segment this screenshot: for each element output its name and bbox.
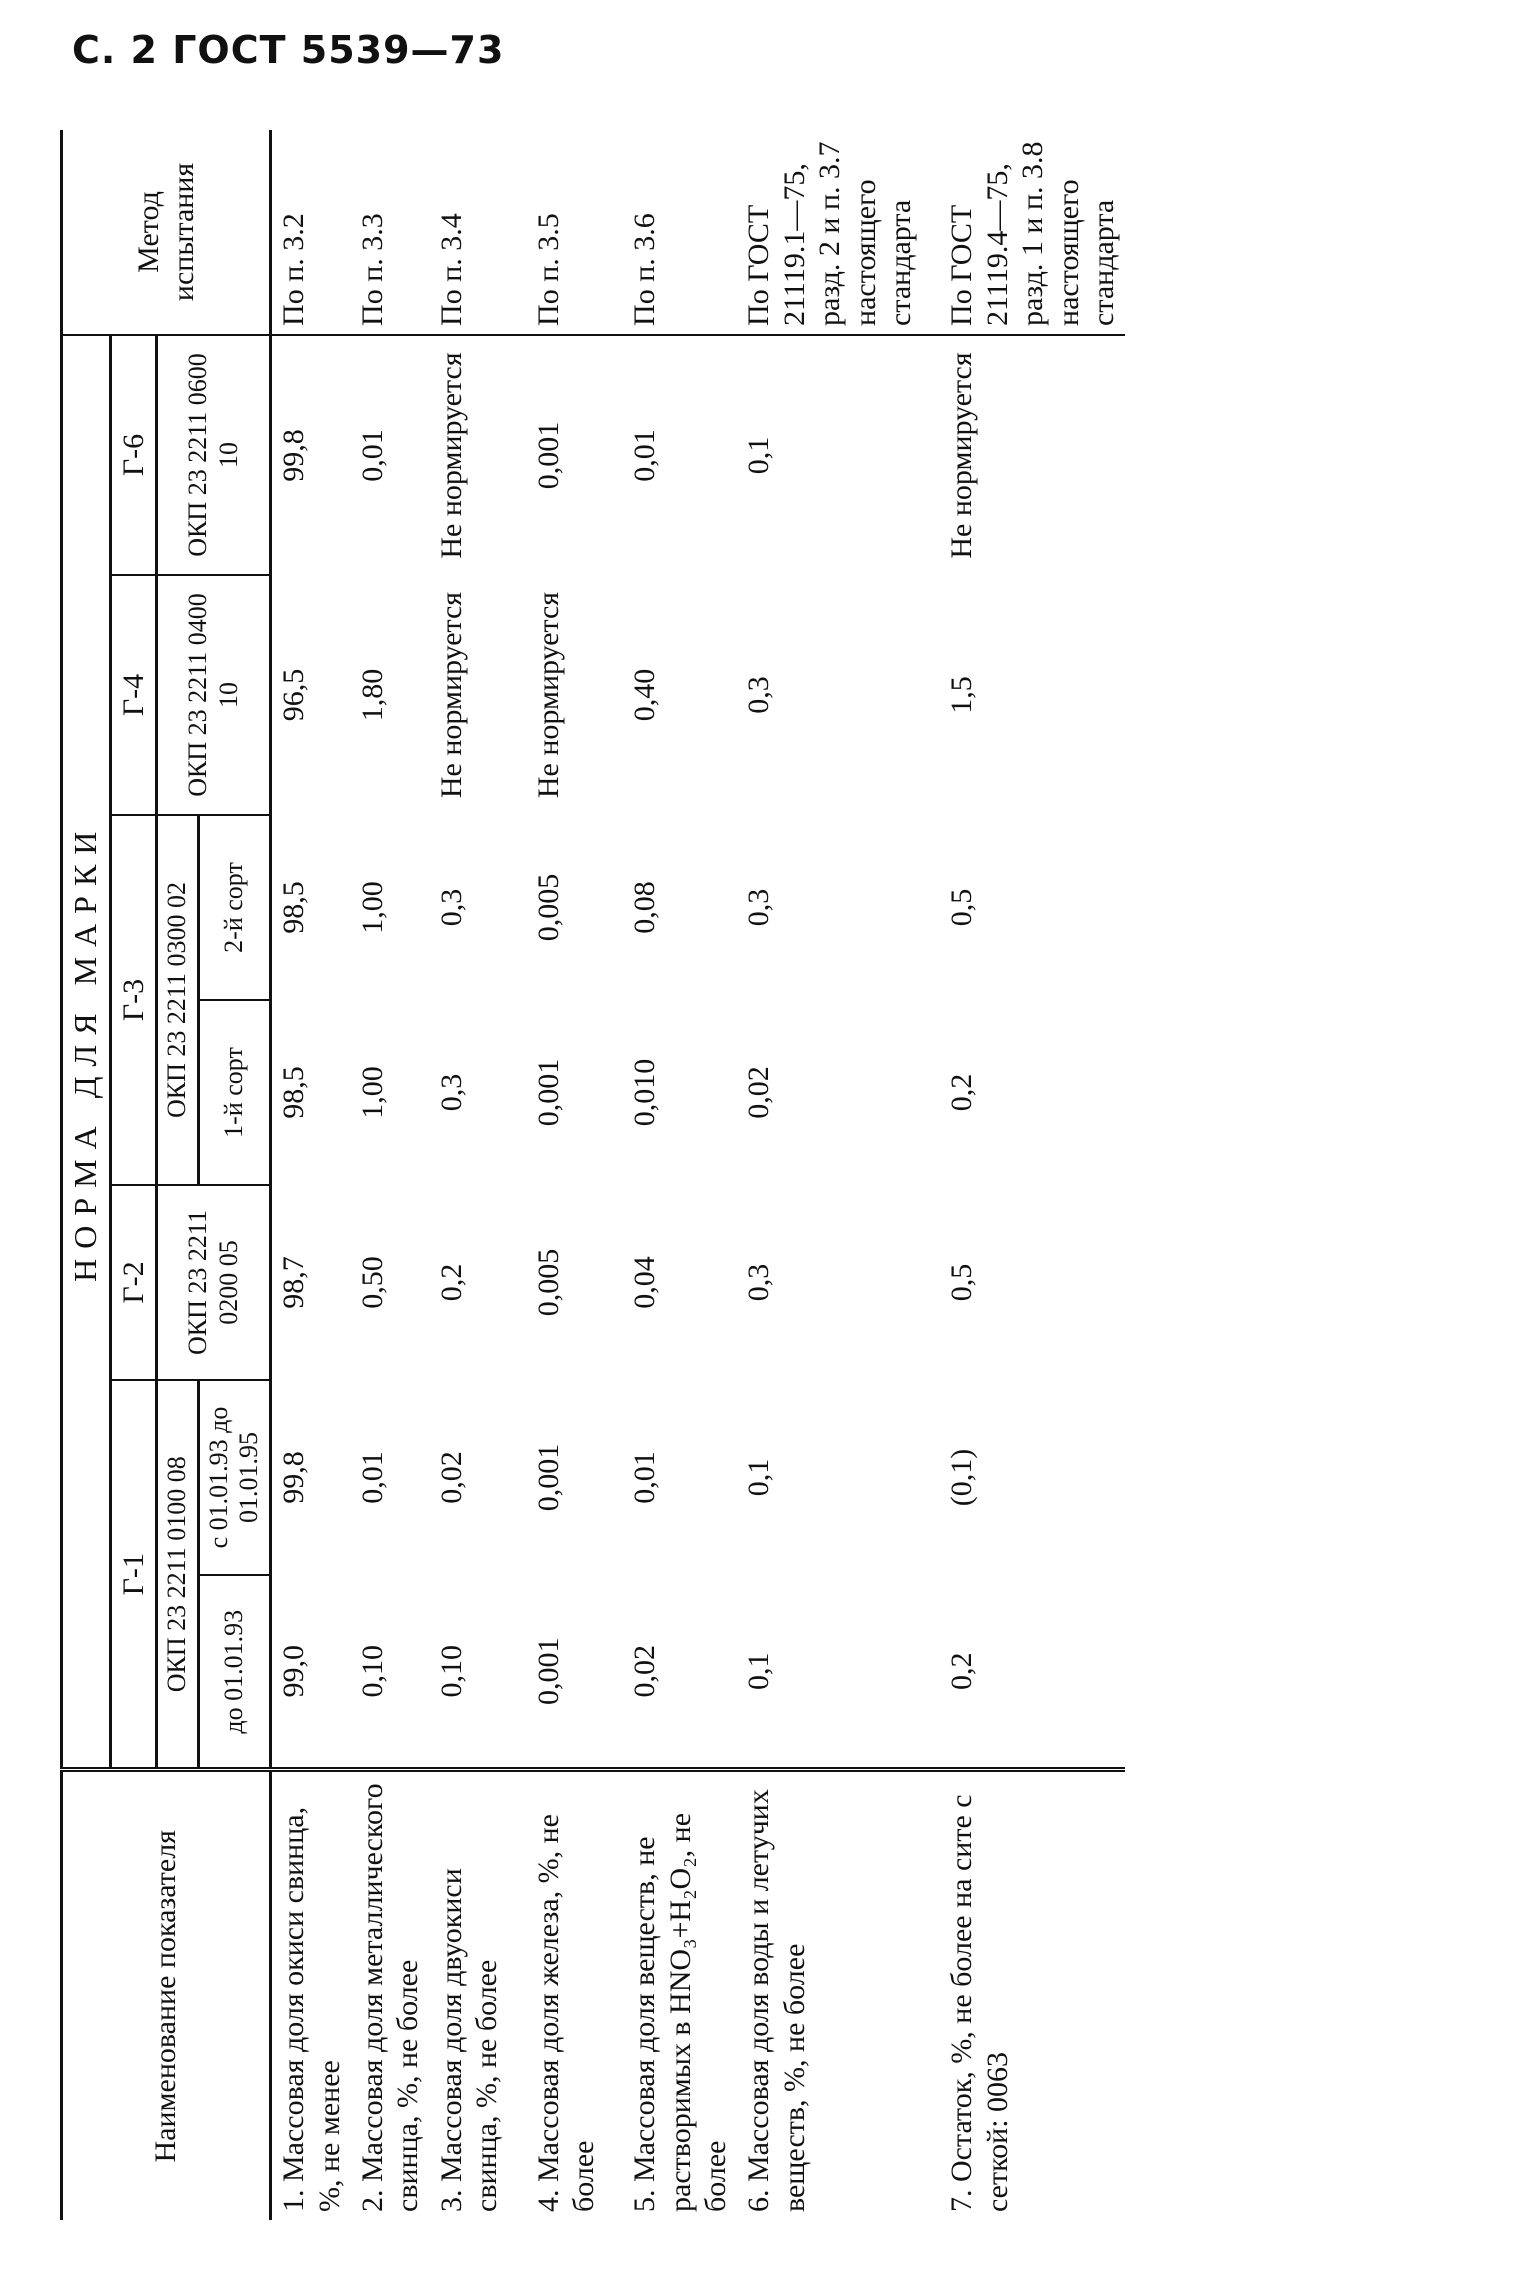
row-name: 7. Остаток, %, не более на сите с сеткой: 0063 (922, 1770, 1125, 2220)
cell: 0,3 (742, 1263, 776, 1302)
cell: 0,10 (355, 1645, 389, 1698)
cell: 1,00 (355, 1066, 389, 1119)
grade-g4-label: Г-4 (110, 575, 156, 815)
grade-g6-label: Г-6 (110, 335, 156, 575)
cell: Не нормируется (945, 352, 979, 559)
method-cell: По п. 3.4 (430, 130, 509, 335)
page-header: С. 2 ГОСТ 5539—73 (72, 28, 505, 72)
cell: 98,5 (277, 881, 311, 934)
cell: 98,5 (277, 1066, 311, 1119)
cell: 1,00 (355, 881, 389, 934)
cell: 0,001 (531, 1443, 565, 1512)
row-name: 3. Массовая доля двуокиси свинца, %, не более (430, 1770, 509, 2220)
cell: 0,40 (628, 668, 662, 722)
row-name: 6. Массовая доля воды и летучих веществ, %, не более (737, 1770, 922, 2220)
table-row (271, 130, 351, 2220)
cell: 0,3 (434, 888, 468, 927)
cell: 99,0 (277, 1645, 311, 1698)
cell: 0,5 (945, 888, 979, 927)
cell: 0,005 (531, 873, 565, 942)
cell: 0,1 (742, 1652, 776, 1690)
cell: 0,2 (434, 1263, 468, 1302)
table-row (430, 130, 509, 2220)
cell: 0,02 (628, 1645, 662, 1698)
cell: 0,2 (945, 1073, 979, 1112)
grade-g1-okp: ОКП 23 2211 0100 08 (157, 1380, 199, 1770)
header-name-column: Наименование показателя (62, 1770, 271, 2220)
grade-g3-sub2: 2-й сорт (198, 815, 270, 1000)
cell: 0,3 (434, 1073, 468, 1112)
cell: Не нормируется (434, 352, 468, 559)
table-row (605, 130, 737, 2220)
grade-g3-okp: ОКП 23 2211 0300 02 (157, 815, 199, 1185)
cell: Не нормируется (531, 591, 565, 799)
cell: 0,001 (531, 1058, 565, 1127)
cell: 0,3 (742, 676, 776, 714)
cell: 0,01 (628, 429, 662, 482)
header-norm: НОРМА ДЛЯ МАРКИ (62, 335, 111, 1770)
cell: 0,1 (742, 1458, 776, 1497)
table-row (922, 130, 1125, 2220)
grade-g3-label: Г-3 (110, 815, 156, 1185)
cell: 98,7 (277, 1256, 311, 1309)
cell: 0,01 (355, 1451, 389, 1504)
grade-g6-okp: ОКП 23 2211 0600 10 (157, 335, 271, 575)
cell: (0,1) (945, 1448, 979, 1507)
table-row (509, 130, 606, 2220)
cell: 99,8 (277, 429, 311, 482)
cell: 0,02 (434, 1451, 468, 1504)
cell: 0,3 (742, 888, 776, 927)
table-row (351, 130, 430, 2220)
method-cell: По п. 3.2 (271, 130, 351, 335)
cell: 0,01 (355, 429, 389, 482)
cell: 0,001 (531, 421, 565, 490)
rotated-table-container (60, 130, 1460, 2220)
method-cell: По п. 3.5 (509, 130, 606, 335)
grade-g4-okp: ОКП 23 2211 0400 10 (157, 575, 271, 815)
cell: 0,01 (628, 1451, 662, 1504)
cell: 0,10 (434, 1645, 468, 1698)
cell: 0,02 (742, 1066, 776, 1119)
cell: 1,5 (945, 676, 979, 714)
table-row (737, 130, 922, 2220)
grade-g2-okp: ОКП 23 2211 0200 05 (157, 1185, 271, 1380)
cell: 0,04 (628, 1256, 662, 1309)
cell: 0,08 (628, 881, 662, 934)
header-method: Метод испытания (62, 130, 271, 335)
grade-g1-sub2: с 01.01.93 до 01.01.95 (198, 1380, 270, 1575)
grade-g2-label: Г-2 (110, 1185, 156, 1380)
grade-g1-sub1: до 01.01.93 (198, 1575, 270, 1770)
grade-g3-sub1: 1-й сорт (198, 1000, 270, 1185)
method-cell: По ГОСТ 21119.4—75, разд. 1 и п. 3.8 настоящего стандарта (922, 130, 1125, 335)
cell: 0,5 (945, 1263, 979, 1302)
row-name: 2. Массовая доля металлического свинца, %, не более (351, 1770, 430, 2220)
row-name: 4. Массовая доля железа, %, не более (509, 1770, 606, 2220)
method-cell: По ГОСТ 21119.1—75, разд. 2 и п. 3.7 настоящего стандарта (737, 130, 922, 335)
cell: 0,50 (355, 1256, 389, 1309)
row-name: 5. Массовая доля веществ, не растворимых в HNO₃+H₂O₂, не более (605, 1770, 737, 2220)
method-cell: По п. 3.3 (351, 130, 430, 335)
cell: 1,80 (355, 668, 389, 722)
norm-table (60, 130, 1125, 2220)
cell: 0,001 (531, 1637, 565, 1705)
cell: 0,005 (531, 1248, 565, 1317)
cell: 99,8 (277, 1451, 311, 1504)
cell: Не нормируется (434, 591, 468, 799)
cell: 0,010 (628, 1058, 662, 1127)
cell: 0,1 (742, 436, 776, 475)
cell: 96,5 (277, 668, 311, 722)
cell: 0,2 (945, 1652, 979, 1690)
grade-g1-label: Г-1 (110, 1380, 156, 1770)
method-cell: По п. 3.6 (605, 130, 737, 335)
table-canvas (60, 130, 1460, 2220)
row-name: 1. Массовая доля окиси свинца, %, не менее (271, 1770, 351, 2220)
